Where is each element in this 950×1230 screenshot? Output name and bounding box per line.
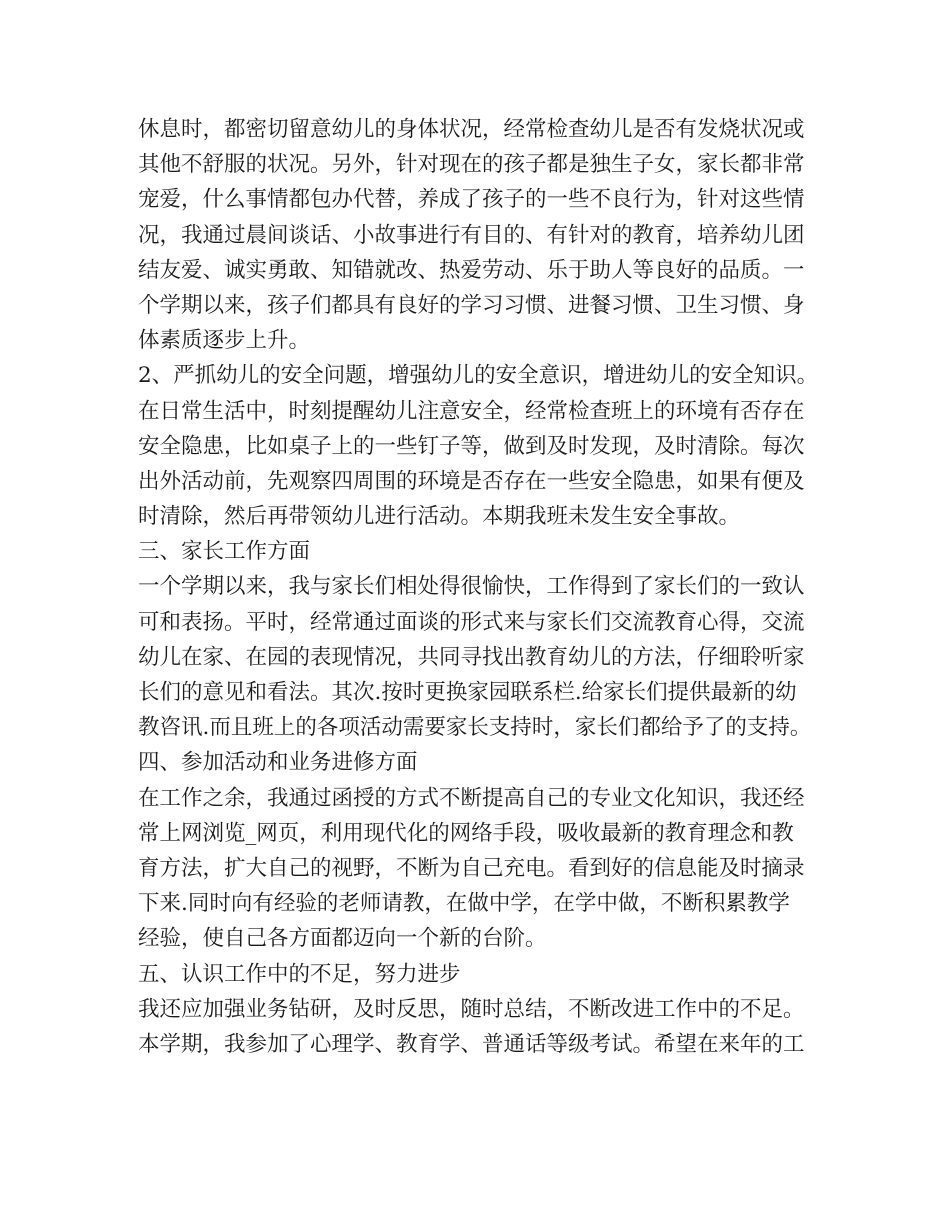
text-line: 体素质逐步上升。 — [138, 328, 311, 354]
text-line: 常上网浏览_网页，利用现代化的网络手段，吸收最新的教育理念和教 — [138, 820, 794, 846]
text-line: 个学期以来，孩子们都具有良好的学习习惯、进餐习惯、卫生习惯、身 — [138, 292, 805, 318]
text-line: 下来.同时向有经验的老师请教，在做中学，在学中做，不断积累教学 — [138, 891, 790, 917]
text-line: 在工作之余，我通过函授的方式不断提高自己的专业文化知识，我还经 — [138, 785, 805, 811]
text-line: 宠爱，什么事情都包办代替，养成了孩子的一些不良行为，针对这些情 — [138, 187, 805, 213]
text-line: 我还应加强业务钻研，及时反思，随时总结，不断改进工作中的不足。 — [138, 996, 805, 1022]
text-line: 育方法，扩大自己的视野，不断为自己充电。看到好的信息能及时摘录 — [138, 855, 805, 881]
text-line: 其他不舒服的状况。另外，针对现在的孩子都是独生子女，家长都非常 — [138, 152, 805, 178]
text-line: 教咨讯.而且班上的各项活动需要家长支持时，家长们都给予了的支持。 — [138, 715, 812, 741]
text-line: 长们的意见和看法。其次.按时更换家园联系栏.给家长们提供最新的幼 — [138, 680, 797, 705]
text-line: 况，我通过晨间谈话、小故事进行有目的、有针对的教育，培养幼儿团 — [138, 222, 805, 248]
text-line: 在日常生活中，时刻提醒幼儿注意安全，经常检查班上的环境有否存在 — [138, 398, 805, 424]
text-line: 可和表扬。平时，经常通过面谈的形式来与家长们交流教育心得，交流 — [138, 609, 805, 635]
text-line: 时清除，然后再带领幼儿进行活动。本期我班未发生安全事故。 — [138, 504, 741, 530]
section-heading: 五、认识工作中的不足，努力进步 — [138, 961, 461, 987]
text-line: 出外活动前，先观察四周围的环境是否存在一些安全隐患，如果有便及 — [138, 468, 805, 494]
text-line: 安全隐患，比如桌子上的一些钉子等，做到及时发现，及时清除。每次 — [138, 433, 805, 459]
text-line: 结友爱、诚实勇敢、知错就改、热爱劳动、乐于助人等良好的品质。一 — [138, 257, 805, 283]
document-body — [138, 112, 818, 1062]
text-line: 幼儿在家、在园的表现情况，共同寻找出教育幼儿的方法，仔细聆听家 — [138, 644, 805, 670]
text-line: 2、严抓幼儿的安全问题，增强幼儿的安全意识，增进幼儿的安全知识。 — [138, 363, 819, 389]
text-line: 一个学期以来，我与家长们相处得很愉快，工作得到了家长们的一致认 — [138, 574, 805, 600]
text-line: 本学期，我参加了心理学、教育学、普通话等级考试。希望在来年的工 — [138, 1031, 805, 1057]
text-line: 经验，使自己各方面都迈向一个新的台阶。 — [138, 926, 547, 952]
text-line: 休息时，都密切留意幼儿的身体状况，经常检查幼儿是否有发烧状况或 — [138, 117, 805, 142]
section-heading: 三、家长工作方面 — [138, 539, 311, 565]
section-heading: 四、参加活动和业务进修方面 — [138, 750, 418, 776]
